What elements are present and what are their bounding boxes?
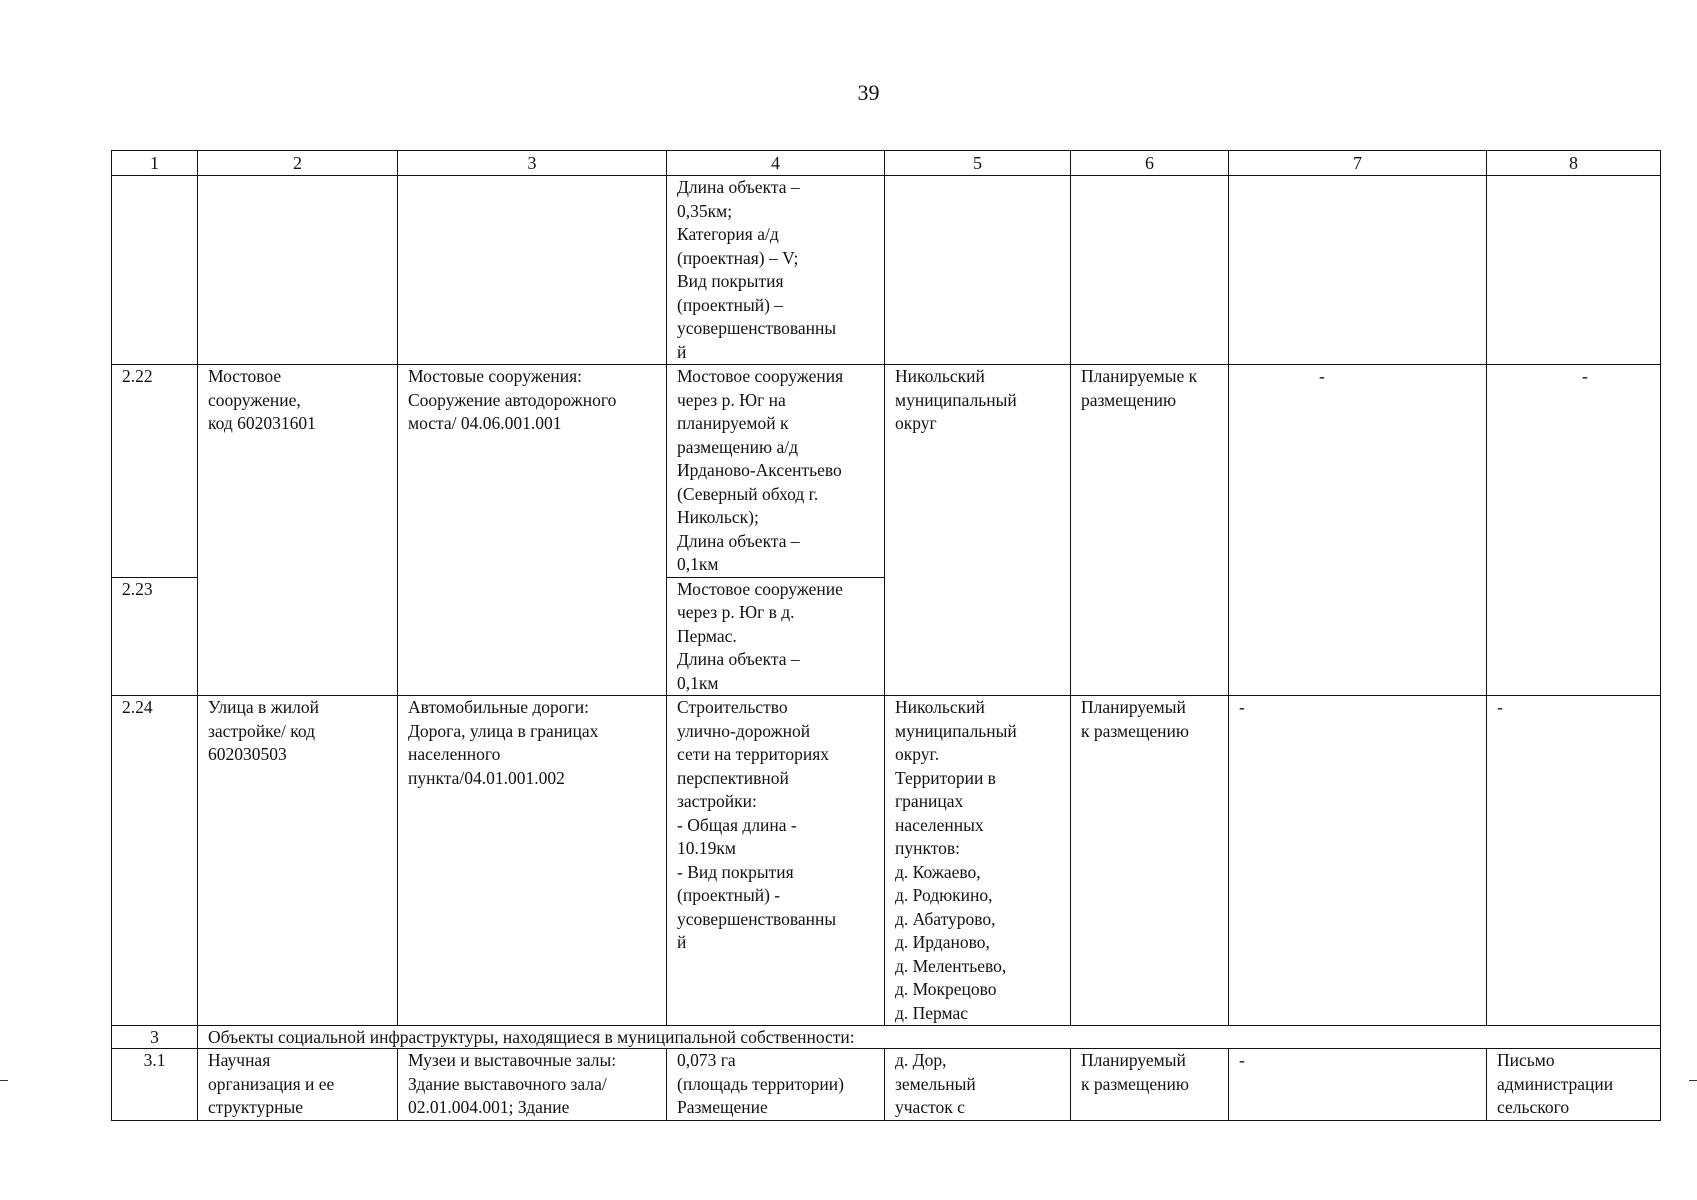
section-title: Объекты социальной инфраструктуры, находящиеся в муниципальной собственности: <box>198 1026 1661 1049</box>
location: Никольский муниципальный округ. Территории в границах населенных пунктов: д. Кожаево, д. Родюкино, д. Абатурово, д. Ирданово, д. Мелентьево, д. Мокрецово д. Пермас <box>885 696 1071 1026</box>
table-header-row <box>112 151 1661 176</box>
object-type: Научная организация и ее структурные <box>198 1049 398 1121</box>
table-row-continuation <box>112 176 1661 365</box>
col7-value: - <box>1229 1049 1487 1121</box>
status: Планируемый к размещению <box>1071 696 1229 1026</box>
object-type: Улица в жилой застройке/ код 602030503 <box>198 696 398 1026</box>
row-number: 2.24 <box>112 696 198 1026</box>
margin-mark-left <box>0 1080 8 1081</box>
col8-value: - <box>1582 366 1588 386</box>
margin-mark-right <box>1689 1080 1697 1081</box>
header-cell-5: 5 <box>885 151 1071 176</box>
header-cell-1: 1 <box>112 151 198 176</box>
page-number: 39 <box>857 80 880 105</box>
header-cell-6: 6 <box>1071 151 1229 176</box>
row-number: 3.1 <box>112 1049 198 1121</box>
status: Планируемые к размещению <box>1071 365 1229 696</box>
status: Планируемый к размещению <box>1071 1049 1229 1121</box>
col7-value: - <box>1319 366 1325 386</box>
header-cell-2: 2 <box>198 151 398 176</box>
header-cell-7: 7 <box>1229 151 1487 176</box>
location: Никольский муниципальный округ <box>885 365 1071 696</box>
header-cell-3: 3 <box>398 151 667 176</box>
cont-description: Длина объекта – 0,35км; Категория а/д (проектная) – V; Вид покрытия (проектный) – усовершенствованны й <box>667 176 885 365</box>
row-number: 3 <box>112 1026 198 1049</box>
header-cell-4: 4 <box>667 151 885 176</box>
table-row-2-24 <box>112 696 1661 1026</box>
table-row-2-22 <box>112 365 1661 578</box>
object-category: Автомобильные дороги: Дорога, улица в границах населенного пункта/04.01.001.002 <box>398 696 667 1026</box>
table-row-3-1 <box>112 1049 1661 1121</box>
location: д. Дор, земельный участок с <box>885 1049 1071 1121</box>
col7-value: - <box>1229 696 1487 1026</box>
object-description: Мостовое сооружения через р. Юг на планируемой к размещению а/д Ирданово-Аксентьево (Северный обход г. Никольск); Длина объекта – 0,1км <box>667 365 885 578</box>
header-cell-8: 8 <box>1487 151 1661 176</box>
row-number: 2.22 <box>112 365 198 578</box>
section-row-3 <box>112 1026 1661 1049</box>
col8-value: Письмо администрации сельского <box>1487 1049 1661 1121</box>
object-category: Мостовые сооружения: Сооружение автодорожного моста/ 04.06.001.001 <box>398 365 667 696</box>
objects-table <box>111 150 1661 1121</box>
object-category: Музеи и выставочные залы: Здание выставочного зала/ 02.01.004.001; Здание <box>398 1049 667 1121</box>
object-type: Мостовое сооружение, код 602031601 <box>198 365 398 696</box>
object-description: Строительство улично-дорожной сети на территориях перспективной застройки: - Общая длина - 10.19км - Вид покрытия (проектный) - усовершенствованны й <box>667 696 885 1026</box>
col8-value: - <box>1487 696 1661 1026</box>
object-description: Мостовое сооружение через р. Юг в д. Пермас. Длина объекта – 0,1км <box>667 577 885 696</box>
object-description: 0,073 га (площадь территории) Размещение <box>667 1049 885 1121</box>
row-number: 2.23 <box>112 577 198 696</box>
